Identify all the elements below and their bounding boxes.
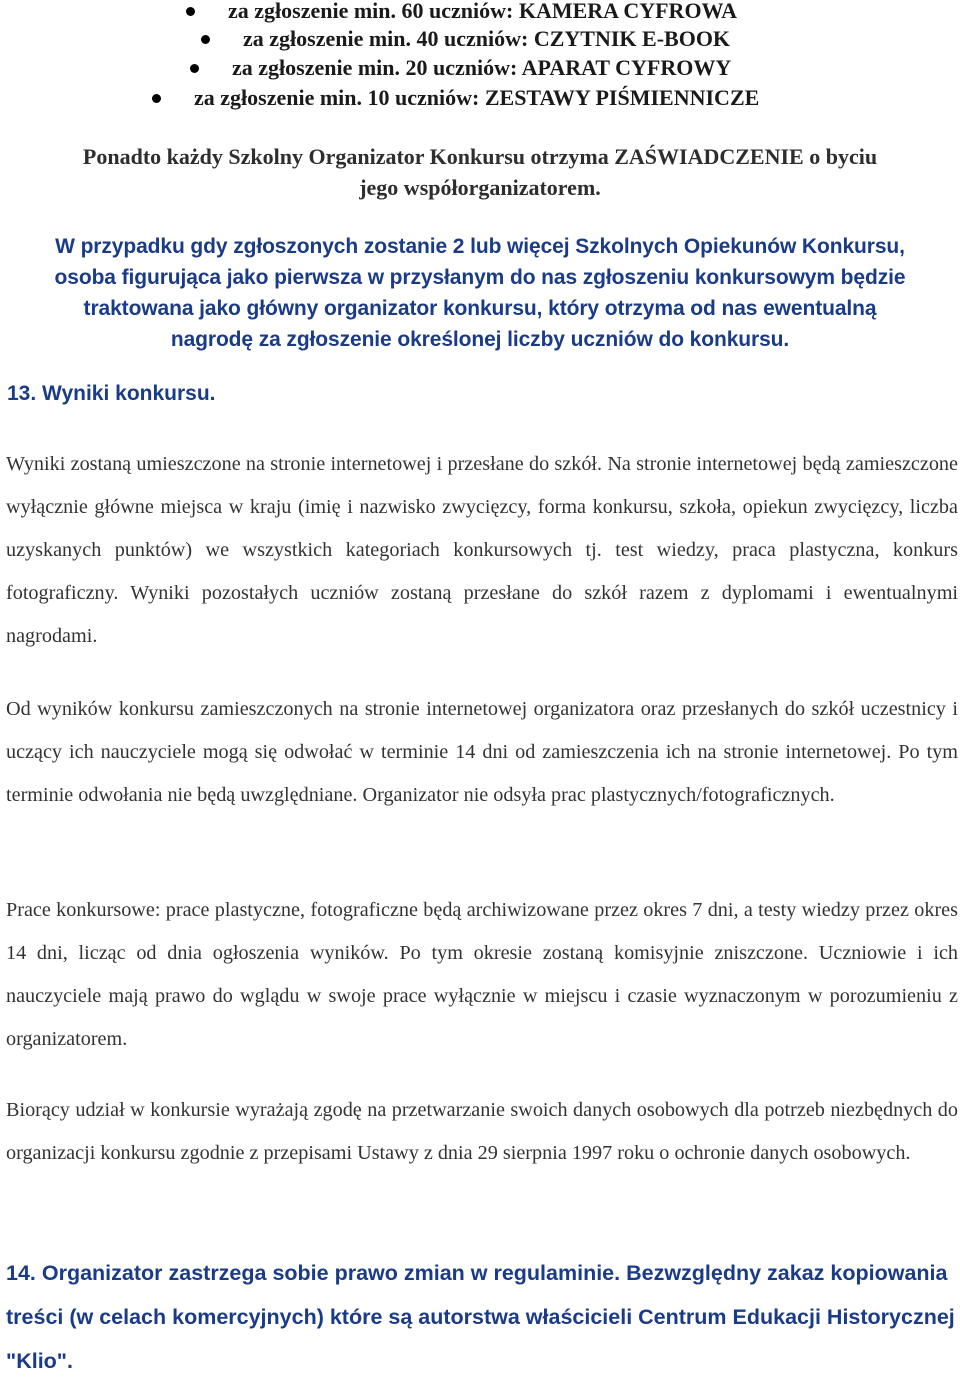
paragraph-text: Prace konkursowe: prace plastyczne, fotograficzne będą archiwizowane przez okres 7 dni, a testy wiedzy przez okres 14 dni, licząc od dnia ogłoszenia wyników. Po tym okresie zostaną komisyjnie zniszczone. Uczniowie i ich nauczyciele mają prawo do wglądu w swoje prace wyłącznie w miejscu i czasie wyznaczonym w porozumieniu z organizatorem. bbox=[6, 899, 958, 1050]
bullet-icon bbox=[190, 64, 199, 73]
multiple-teachers-note bbox=[0, 231, 960, 355]
paragraph-text: Biorący udział w konkursie wyrażają zgodę na przetwarzanie swoich danych osobowych dla potrzeb niezbędnych do organizacji konkursu zgodnie z przepisami Ustawy z dnia 29 sierpnia 1997 roku o ochronie danych osobowych. bbox=[6, 1099, 958, 1164]
certificate-note bbox=[0, 141, 960, 203]
results-paragraph bbox=[6, 443, 958, 658]
note-line: osoba figurująca jako pierwsza w przysłanym do nas zgłoszeniu konkursowym będzie bbox=[54, 266, 906, 289]
prize-label: za zgłoszenie min. 10 uczniów: ZESTAWY PIŚMIENNICZE bbox=[194, 85, 760, 110]
archive-paragraph bbox=[6, 889, 958, 1061]
bullet-icon bbox=[201, 35, 210, 44]
section-13-heading: 13. Wyniki konkursu. bbox=[7, 382, 216, 405]
note-line: W przypadku gdy zgłoszonych zostanie 2 lub więcej Szkolnych Opiekunów Konkursu, bbox=[55, 235, 905, 258]
paragraph-text: Od wyników konkursu zamieszczonych na stronie internetowej organizatora oraz przesłanych do szkół uczestnicy i uczący ich nauczyciele mogą się odwołać w terminie 14 dni od zamieszczenia ich na stronie internetowej. Po tym terminie odwołania nie będą uwzględniane. Organizator nie odsyła prac plastycznych/fotograficznych. bbox=[6, 698, 958, 806]
bullet-icon bbox=[152, 94, 161, 103]
certificate-note-line: jego współorganizatorem. bbox=[359, 175, 601, 200]
note-line: nagrodę za zgłoszenie określonej liczby uczniów do konkursu. bbox=[170, 328, 790, 351]
prize-label: za zgłoszenie min. 40 uczniów: CZYTNIK E-BOOK bbox=[243, 26, 731, 51]
prize-label: za zgłoszenie min. 20 uczniów: APARAT CYFROWY bbox=[232, 55, 732, 80]
data-consent-paragraph bbox=[6, 1089, 958, 1175]
certificate-note-line: Ponadto każdy Szkolny Organizator Konkursu otrzyma ZAŚWIADCZENIE o byciu bbox=[82, 144, 878, 169]
bullet-icon bbox=[186, 7, 195, 16]
paragraph-text: Wyniki zostaną umieszczone na stronie internetowej i przesłane do szkół. Na stronie internetowej będą zamieszczone wyłącznie główne miejsca w kraju (imię i nazwisko zwycięzcy, forma konkursu, szkoła, opiekun zwycięzcy, liczba uzyskanych punktów) we wszystkich kategoriach konkursowych tj. test wiedzy, praca plastyczna, konkurs fotograficzny. Wyniki pozostałych uczniów zostaną przesłane do szkół razem z dyplomami i ewentualnymi nagrodami. bbox=[6, 453, 958, 647]
note-line: traktowana jako główny organizator konkursu, który otrzyma od nas ewentualną bbox=[83, 297, 877, 320]
section-14: 14. Organizator zastrzega sobie prawo zmian w regulaminie. Bezwzględny zakaz kopiowania treści (w celach komercyjnych) które są autorstwa właścicieli Centrum Edukacji Historycznej "Klio". bbox=[6, 1261, 955, 1373]
appeal-paragraph bbox=[6, 688, 958, 817]
prize-label: za zgłoszenie min. 60 uczniów: KAMERA CYFROWA bbox=[228, 0, 738, 23]
